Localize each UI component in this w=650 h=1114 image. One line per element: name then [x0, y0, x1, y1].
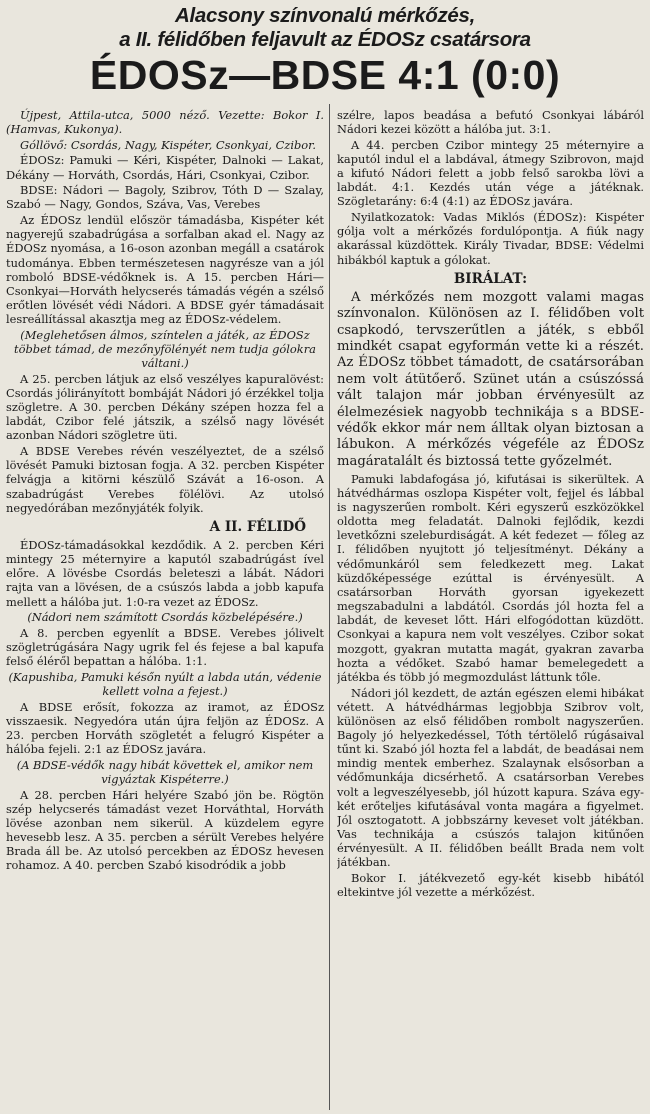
paragraph: Góllövő: Csordás, Nagy, Kispéter, Csonkyai, Czibor.: [20, 137, 316, 152]
paragraph: A BDSE erősít, fokozza az iramot, az ÉDOSz visszaesik. Negyedóra után újra feljön az ÉDOSz. A 23. percben Horváth szögletét a felugró Kispéter a hálóba fejeli. 2:1 az ÉDOSz javára.: [6, 699, 324, 757]
paragraph: Az ÉDOSz lendül először támadásba, Kispéter két nagyerejű szabadrúgása a sorfalban akad el. Nagy az ÉDOSz nyomása, a 16-oson azonban megáll a csatárok tudománya. Ebben természetesen nagyrésze van a jól romboló BDSE-védőknek is. A 15. percben Hári—Csonkyai—Horváth helycserés támadás végén a szélső erőtlen lövését védi Nádori. A BDSE gyér támadásait lesreállítással akasztja meg az ÉDOSz-védelem.: [6, 213, 324, 327]
paragraph: A BDSE Verebes révén veszélyeztet, de a szélső lövését Pamuki biztosan fogja. A 32. percben Kispéter felvágja a kitörni készülő Szávát a 16-oson. A szabadrúgást Verebes fölélövi. Az utolsó negyedórában mezőnyjáték folyik.: [6, 444, 324, 515]
main-headline: ÉDOSz—BDSE 4:1 (0:0): [89, 52, 561, 98]
paragraph: Pamuki labdafogása jó, kifutásai is sikerültek. A hátvédhármas oszlopa Kispéter volt, fejjel és lábbal is nagyszerűen rombolt. Kéri egyszerű eszközökkel oldotta meg feladatát. Dalnoki fejlődik, kezdi levetkőzni szeleburdiságát. A két fedezet — főleg az I. félidőben nyujtott jó teljesítményt. Dékány a védőmunkáról sem feledkezett meg. Lakat küzdőképessége ezúttal is érvényesült. A csatársorban Horváth gyorsan igyekezett megszabadulni a labdától. Csordás jól hozta fel a labdát, de keveset lőtt. Hári elfogódottan küzdött. Csonkyai a kapura nem volt veszélyes. Czibor sokat mozgott, gyakran mutatta magát, gyakran zavarba hozta a védőket. Szabó hamar bemelegedett a játékba és több jó megmozdulást láttunk tőle.: [337, 471, 644, 684]
paragraph: ÉDOSz: Pamuki — Kéri, Kispéter, Dalnoki — Lakat, Dékány — Horváth, Csordás, Hári, Csonkyai, Czibor.: [6, 153, 324, 182]
section-heading: BIRÁLAT:: [453, 270, 528, 287]
left-column: [6, 108, 324, 1110]
paragraph: (Meglehetősen álmos, színtelen a játék, az ÉDOSz többet támad, de mezőnyfölényét nem tudja gólokra váltani.): [14, 327, 316, 371]
paragraph: Újpest, Attila-utca, 5000 néző. Vezette: Bokor I. (Hamvas, Kukonya).: [6, 108, 324, 137]
paragraph: A 8. percben egyenlít a BDSE. Verebes jólivelt szögletrúgására Nagy ugrik fel és fejese a bal kapufa felső éléről bepattan a hálóba. 1:1.: [6, 625, 324, 669]
paragraph: (Kapushiba, Pamuki későn nyúlt a labda után, védenie kellett volna a fejest.): [8, 669, 322, 698]
paragraph: A 25. percben látjuk az első veszélyes kapuralövést: Csordás jólirányított bombáját Nádori jó érzékkel tolja szögletre. A 30. percben Dékány szépen hozza fel a labdát, Czibor felé játszik, a szélső nagy lövését azonban Nádori szögletre üti.: [6, 371, 324, 443]
paragraph: BDSE: Nádori — Bagoly, Szibrov, Tóth D — Szalay, Szabó — Nagy, Gondos, Száva, Vas, Verebes: [6, 183, 324, 212]
paragraph: (Nádori nem számított Csordás közbelépésére.): [27, 610, 303, 625]
paragraph: Nyilatkozatok: Vadas Miklós (ÉDOSz): Kispéter gólja volt a mérkőzés fordulópontja. A fiúk nagy akarással küzdöttek. Király Tivadar, BDSE: Védelmi hibákból kaptuk a gólokat.: [337, 210, 644, 267]
paragraph: Bokor I. játékvezető egy-két kisebb hibától eltekintve jól vezette a mérkőzést.: [337, 871, 644, 900]
right-column: [337, 108, 644, 1110]
subheadline-line-2: a II. félidőben feljavult az ÉDOSz csatársora: [119, 28, 531, 51]
paragraph: ÉDOSz-támadásokkal kezdődik. A 2. percben Kéri mintegy 25 méternyire a kaputól szabadrúgást ível előre. A lövésbe Csordás beleteszi a lábát. Nádori rajta van a lövésen, de a csúszós labda a jobb kapufa mellett a hálóba jut. 1:0-ra vezet az ÉDOSz.: [6, 537, 324, 609]
paragraph: A 28. percben Hári helyére Szabó jön be. Rögtön szép helycserés támadást vezet Horváthtal, Horváth lövése azonban nem sikerül. A küzdelem egyre hevesebb lesz. A 35. percben a sérült Verebes helyére Brada áll be. Az utolsó percekben az ÉDOSz hevesen rohamoz. A 40. percben Szabó kisodródik a jobb: [6, 787, 324, 873]
paragraph: A mérkőzés nem mozgott valami magas színvonalon. Különösen az I. félidőben volt csapkodó, tervszerűtlen a játék, s ebből mindkét csapat egyformán vette ki a részét. Az ÉDOSz többet támadott, de csatársorában nem volt átütőerő. Szünet után a csúszóssá vált talajon már jobban érvényesült az élelmezésiek nagyobb technikája s a BDSE-védők ekkor már nem álltak olyan biztosan a lábukon. A mérkőzés végeféle az ÉDOSz magáratalált és biztossá tette győzelmét.: [337, 289, 644, 469]
paragraph: (A BDSE-védők nagy hibát követtek el, amikor nem vigyáztak Kispéterre.): [16, 757, 314, 786]
paragraph: szélre, lapos beadása a befutó Csonkyai lábáról Nádori kezei között a hálóba jut. 3:1.: [337, 108, 644, 137]
section-heading: A II. FÉLIDŐ: [209, 518, 306, 535]
article-header: [0, 4, 650, 98]
paragraph: A 44. percben Czibor mintegy 25 méternyire a kaputól indul el a labdával, átmegy Szibrovon, majd a kifutó Nádori felett a jobb felső sarokba lövi a labdát. 4:1. Kezdés után vége a játéknak. Szögletarány: 6:4 (4:1) az ÉDOSz javára.: [337, 137, 644, 209]
subheadline-line-1: Alacsony színvonalú mérkőzés,: [174, 4, 476, 27]
paragraph: Nádori jól kezdett, de aztán egészen elemi hibákat vétett. A hátvédhármas legjobbja Szibrov volt, különösen az első félidőben rombolt nagyszerűen. Bagoly jó helyezkedéssel, Tóth tértölelő rúgásaival tűnt ki. Szabó jól hozta fel a labdát, de beadásai nem mindig mentek emberhez. Szalaynak elsősorban a védőmunkája dicsérhető. A csatársorban Verebes volt a legveszélyesebb, jól húzott kapura. Száva egy-két erőteljes kifutásával vonta magára a figyelmet. Jól osztogatott. A jobbszárny keveset volt játékban. Vas technikája a csúszós talajon kitűnően érvényesült. A II. félidőben beállt Brada nem volt játékban.: [337, 685, 644, 870]
column-divider: [329, 104, 330, 1110]
